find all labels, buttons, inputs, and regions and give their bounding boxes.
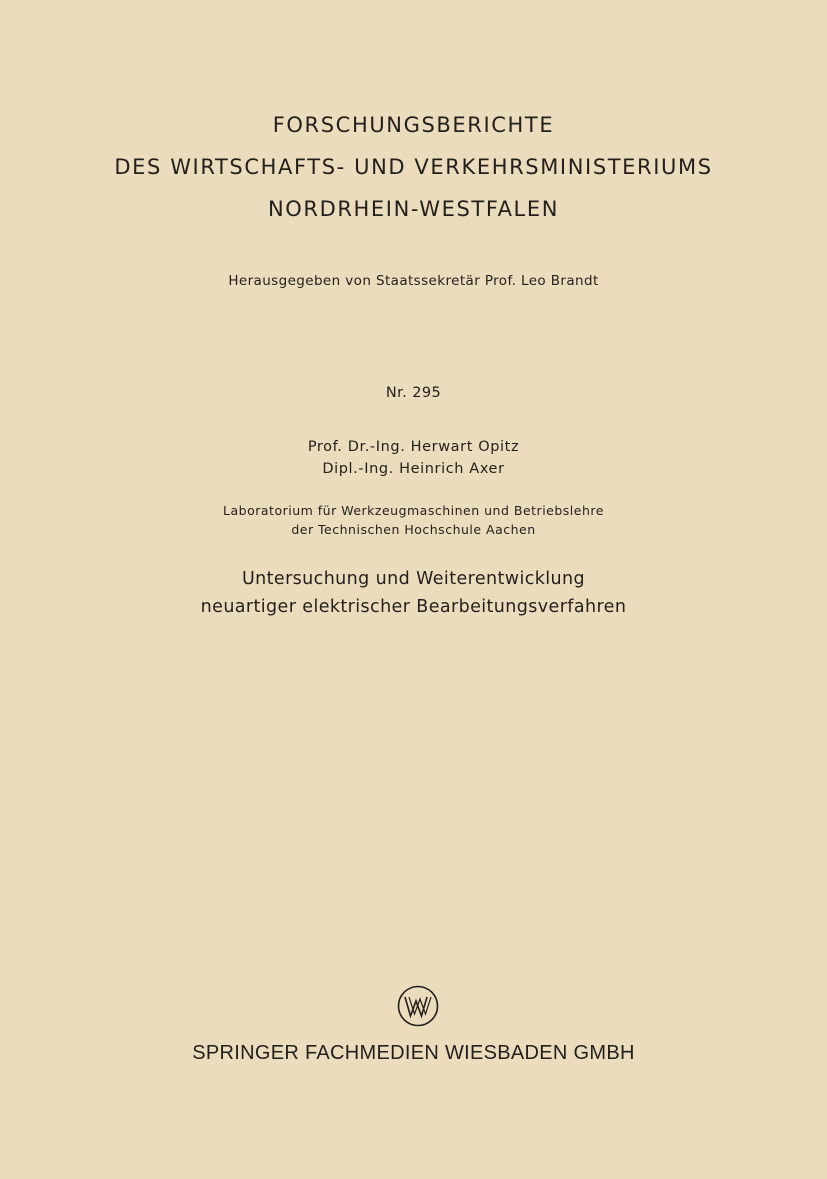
book-title-line-1: Untersuchung und Weiterentwicklung: [241, 569, 586, 589]
series-title-line-3: NORDRHEIN-WESTFALEN: [267, 197, 560, 221]
author-1: Prof. Dr.-Ing. Herwart Opitz: [307, 439, 520, 455]
book-title-line-2: neuartiger elektrischer Bearbeitungsverfahren: [200, 597, 627, 617]
institute-line-1: Laboratorium für Werkzeugmaschinen und Betriebslehre: [223, 503, 604, 518]
springer-vw-logo-icon: [397, 985, 439, 1027]
series-title-line-2: DES WIRTSCHAFTS- UND VERKEHRSMINISTERIUMS: [114, 155, 713, 179]
series-title-line-1: FORSCHUNGSBERICHTE: [272, 113, 555, 137]
institute-line-2: der Technischen Hochschule Aachen: [291, 522, 536, 537]
author-2: Dipl.-Ing. Heinrich Axer: [322, 461, 505, 477]
editor-line: Herausgegeben von Staatssekretär Prof. Leo Brandt: [228, 273, 599, 289]
report-number: Nr. 295: [385, 385, 442, 401]
publisher-name: SPRINGER FACHMEDIEN WIESBADEN GMBH: [192, 1042, 635, 1064]
